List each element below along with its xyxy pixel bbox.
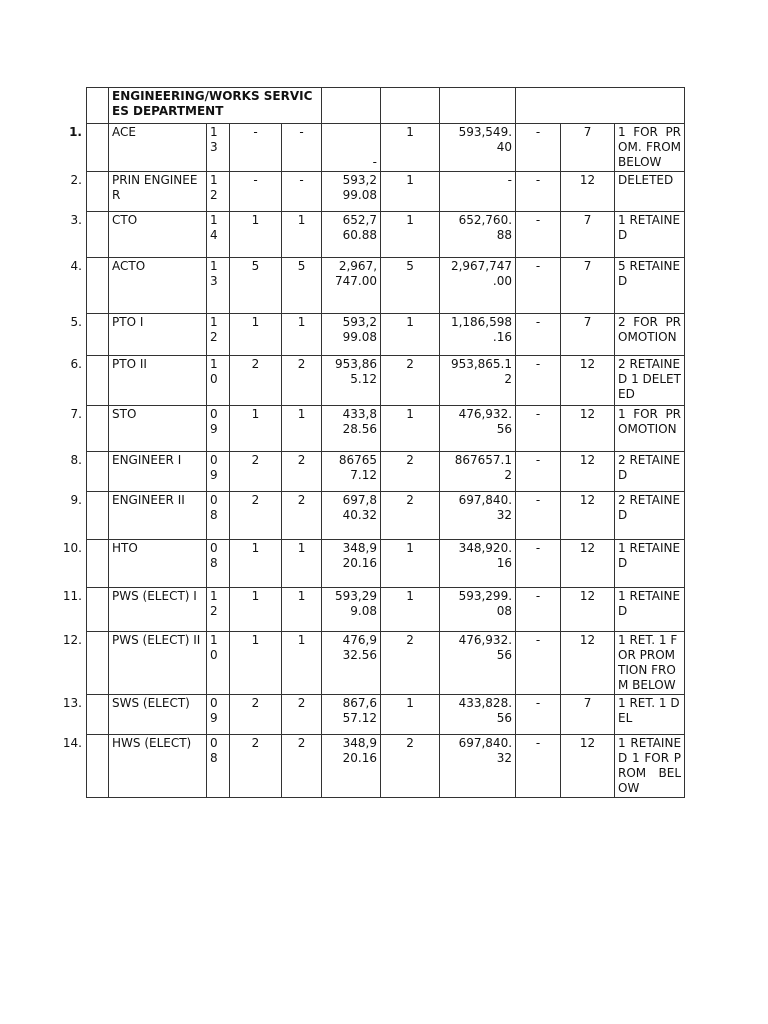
count-cell: - xyxy=(230,172,282,212)
total-cell: 476,932. 56 xyxy=(440,406,516,452)
dash-cell: - xyxy=(516,695,561,735)
count-cell: 2 xyxy=(230,492,282,540)
table-row xyxy=(87,212,685,258)
count-cell: 1 xyxy=(230,406,282,452)
table-row xyxy=(87,632,685,695)
count-cell: 2 xyxy=(230,735,282,798)
row-number: 6. xyxy=(70,357,82,371)
count-cell: 1 xyxy=(381,695,440,735)
grade-level-cell: 7 xyxy=(561,314,615,356)
post-cell: PRIN ENGINEER xyxy=(109,172,207,212)
row-number: 9. xyxy=(70,493,82,507)
table-row xyxy=(87,314,685,356)
blank-cell xyxy=(87,356,109,406)
blank-cell xyxy=(87,632,109,695)
count-cell: 2 xyxy=(282,492,322,540)
remark-cell: DELETED xyxy=(615,172,685,212)
remark-cell: 1 FOR PROMOTION xyxy=(615,406,685,452)
count-cell: 1 xyxy=(230,540,282,588)
grade-cell: 0 8 xyxy=(207,492,230,540)
table-header-row xyxy=(87,88,685,124)
total-cell: 953,865.1 2 xyxy=(440,356,516,406)
blank-cell xyxy=(87,406,109,452)
header-cell xyxy=(322,88,381,124)
header-cell xyxy=(440,88,516,124)
post-cell: ACTO xyxy=(109,258,207,314)
post-cell: SWS (ELECT) xyxy=(109,695,207,735)
blank-cell xyxy=(87,124,109,172)
total-cell: 2,967,747 .00 xyxy=(440,258,516,314)
remark-cell: 1 RETAINED xyxy=(615,540,685,588)
dash-cell: - xyxy=(516,452,561,492)
row-number: 8. xyxy=(70,453,82,467)
row-number: 4. xyxy=(70,259,82,273)
grade-cell: 1 2 xyxy=(207,172,230,212)
table-row xyxy=(87,356,685,406)
blank-cell xyxy=(87,540,109,588)
department-title: ENGINEERING/WORKS SERVICES DEPARTMENT xyxy=(109,88,322,124)
grade-level-cell: 12 xyxy=(561,492,615,540)
amount-cell: 348,9 20.16 xyxy=(322,735,381,798)
count-cell: 2 xyxy=(230,452,282,492)
blank-cell xyxy=(87,172,109,212)
remark-cell: 1 RETAINED 1 FOR PROM BELOW xyxy=(615,735,685,798)
total-cell: 593,549. 40 xyxy=(440,124,516,172)
count-cell: - xyxy=(282,124,322,172)
grade-cell: 0 9 xyxy=(207,406,230,452)
remark-cell: 1 RETAINED xyxy=(615,588,685,632)
count-cell: 2 xyxy=(230,356,282,406)
blank-cell xyxy=(87,492,109,540)
header-cell xyxy=(381,88,440,124)
count-cell: 1 xyxy=(230,212,282,258)
count-cell: 2 xyxy=(381,492,440,540)
count-cell: 2 xyxy=(282,735,322,798)
total-cell: 1,186,598 .16 xyxy=(440,314,516,356)
grade-cell: 0 8 xyxy=(207,735,230,798)
grade-level-cell: 7 xyxy=(561,124,615,172)
post-cell: CTO xyxy=(109,212,207,258)
count-cell: 1 xyxy=(230,588,282,632)
grade-cell: 1 4 xyxy=(207,212,230,258)
grade-level-cell: 12 xyxy=(561,452,615,492)
row-number: 10. xyxy=(62,541,82,555)
table-row xyxy=(87,540,685,588)
grade-cell: 1 3 xyxy=(207,124,230,172)
count-cell: 1 xyxy=(381,540,440,588)
grade-level-cell: 12 xyxy=(561,632,615,695)
count-cell: 2 xyxy=(381,452,440,492)
table-row xyxy=(87,695,685,735)
grade-cell: 0 9 xyxy=(207,452,230,492)
dash-cell: - xyxy=(516,258,561,314)
amount-cell: 348,9 20.16 xyxy=(322,540,381,588)
grade-level-cell: 12 xyxy=(561,406,615,452)
amount-cell: 953,86 5.12 xyxy=(322,356,381,406)
count-cell: 1 xyxy=(381,124,440,172)
total-cell: 652,760. 88 xyxy=(440,212,516,258)
remark-cell: 5 RETAINED xyxy=(615,258,685,314)
grade-cell: 0 8 xyxy=(207,540,230,588)
count-cell: 2 xyxy=(282,356,322,406)
dash-cell: - xyxy=(516,540,561,588)
grade-cell: 1 0 xyxy=(207,632,230,695)
table-row xyxy=(87,735,685,798)
count-cell: 1 xyxy=(282,632,322,695)
grade-level-cell: 12 xyxy=(561,735,615,798)
header-blank-cell xyxy=(87,88,109,124)
count-cell: 1 xyxy=(282,314,322,356)
remark-cell: 2 RETAINED xyxy=(615,492,685,540)
count-cell: 2 xyxy=(381,735,440,798)
count-cell: 1 xyxy=(381,172,440,212)
dash-cell: - xyxy=(516,172,561,212)
amount-cell: 593,29 9.08 xyxy=(322,588,381,632)
dash-cell: - xyxy=(516,212,561,258)
total-cell: 476,932. 56 xyxy=(440,632,516,695)
grade-level-cell: 12 xyxy=(561,540,615,588)
dash-cell: - xyxy=(516,492,561,540)
table-row xyxy=(87,124,685,172)
table-row xyxy=(87,172,685,212)
grade-cell: 1 2 xyxy=(207,588,230,632)
row-number: 5. xyxy=(70,315,82,329)
post-cell: ENGINEER II xyxy=(109,492,207,540)
count-cell: 2 xyxy=(381,356,440,406)
grade-level-cell: 12 xyxy=(561,356,615,406)
total-cell: 697,840. 32 xyxy=(440,492,516,540)
blank-cell xyxy=(87,695,109,735)
dash-cell: - xyxy=(516,314,561,356)
remark-cell: 2 RETAINED 1 DELETED xyxy=(615,356,685,406)
grade-cell: 0 9 xyxy=(207,695,230,735)
count-cell: 1 xyxy=(282,212,322,258)
row-number: 2. xyxy=(70,173,82,187)
remark-cell: 1 RET. 1 FOR PROMTION FROM BELOW xyxy=(615,632,685,695)
remark-cell: 1 RETAINED xyxy=(615,212,685,258)
grade-level-cell: 12 xyxy=(561,172,615,212)
total-cell: - xyxy=(440,172,516,212)
grade-cell: 1 2 xyxy=(207,314,230,356)
amount-cell: 476,9 32.56 xyxy=(322,632,381,695)
header-cell xyxy=(516,88,685,124)
count-cell: - xyxy=(282,172,322,212)
row-number: 12. xyxy=(62,633,82,647)
row-number: 7. xyxy=(70,407,82,421)
blank-cell xyxy=(87,588,109,632)
remark-cell: 2 FOR PROMOTION xyxy=(615,314,685,356)
amount-cell: 433,8 28.56 xyxy=(322,406,381,452)
amount-cell: 652,7 60.88 xyxy=(322,212,381,258)
post-cell: PTO I xyxy=(109,314,207,356)
blank-cell xyxy=(87,452,109,492)
table-row xyxy=(87,492,685,540)
total-cell: 348,920. 16 xyxy=(440,540,516,588)
total-cell: 433,828. 56 xyxy=(440,695,516,735)
remark-cell: 2 RETAINED xyxy=(615,452,685,492)
count-cell: 2 xyxy=(282,695,322,735)
table-row xyxy=(87,406,685,452)
count-cell: 5 xyxy=(230,258,282,314)
amount-cell: - xyxy=(322,124,381,172)
grade-level-cell: 7 xyxy=(561,695,615,735)
count-cell: 1 xyxy=(282,540,322,588)
post-cell: HTO xyxy=(109,540,207,588)
row-number: 1. xyxy=(69,125,82,139)
dash-cell: - xyxy=(516,588,561,632)
post-cell: ACE xyxy=(109,124,207,172)
count-cell: 1 xyxy=(381,588,440,632)
count-cell: 1 xyxy=(381,406,440,452)
count-cell: 5 xyxy=(381,258,440,314)
blank-cell xyxy=(87,735,109,798)
dash-cell: - xyxy=(516,406,561,452)
remark-cell: 1 RET. 1 DEL xyxy=(615,695,685,735)
post-cell: STO xyxy=(109,406,207,452)
table-row xyxy=(87,588,685,632)
grade-level-cell: 7 xyxy=(561,212,615,258)
count-cell: 1 xyxy=(230,314,282,356)
post-cell: HWS (ELECT) xyxy=(109,735,207,798)
count-cell: 1 xyxy=(282,588,322,632)
row-number: 11. xyxy=(62,589,82,603)
row-number: 3. xyxy=(70,213,82,227)
amount-cell: 86765 7.12 xyxy=(322,452,381,492)
total-cell: 867657.1 2 xyxy=(440,452,516,492)
row-number: 14. xyxy=(62,736,82,750)
blank-cell xyxy=(87,314,109,356)
dash-cell: - xyxy=(516,124,561,172)
staff-establishment-table xyxy=(86,87,685,798)
amount-cell: 593,2 99.08 xyxy=(322,314,381,356)
total-cell: 593,299. 08 xyxy=(440,588,516,632)
dash-cell: - xyxy=(516,735,561,798)
amount-cell: 593,2 99.08 xyxy=(322,172,381,212)
post-cell: ENGINEER I xyxy=(109,452,207,492)
post-cell: PWS (ELECT) I xyxy=(109,588,207,632)
row-number: 13. xyxy=(62,696,82,710)
grade-level-cell: 7 xyxy=(561,258,615,314)
count-cell: 5 xyxy=(282,258,322,314)
dash-cell: - xyxy=(516,356,561,406)
count-cell: 1 xyxy=(282,406,322,452)
count-cell: 2 xyxy=(230,695,282,735)
count-cell: 1 xyxy=(230,632,282,695)
amount-cell: 697,8 40.32 xyxy=(322,492,381,540)
total-cell: 697,840. 32 xyxy=(440,735,516,798)
count-cell: 1 xyxy=(381,314,440,356)
grade-cell: 1 0 xyxy=(207,356,230,406)
count-cell: 2 xyxy=(381,632,440,695)
amount-cell: 867,6 57.12 xyxy=(322,695,381,735)
grade-cell: 1 3 xyxy=(207,258,230,314)
remark-cell: 1 FOR PROM. FROM BELOW xyxy=(615,124,685,172)
table-row xyxy=(87,452,685,492)
dash-cell: - xyxy=(516,632,561,695)
count-cell: 2 xyxy=(282,452,322,492)
post-cell: PTO II xyxy=(109,356,207,406)
table-row xyxy=(87,258,685,314)
count-cell: - xyxy=(230,124,282,172)
count-cell: 1 xyxy=(381,212,440,258)
post-cell: PWS (ELECT) II xyxy=(109,632,207,695)
amount-cell: 2,967, 747.00 xyxy=(322,258,381,314)
blank-cell xyxy=(87,258,109,314)
blank-cell xyxy=(87,212,109,258)
grade-level-cell: 12 xyxy=(561,588,615,632)
